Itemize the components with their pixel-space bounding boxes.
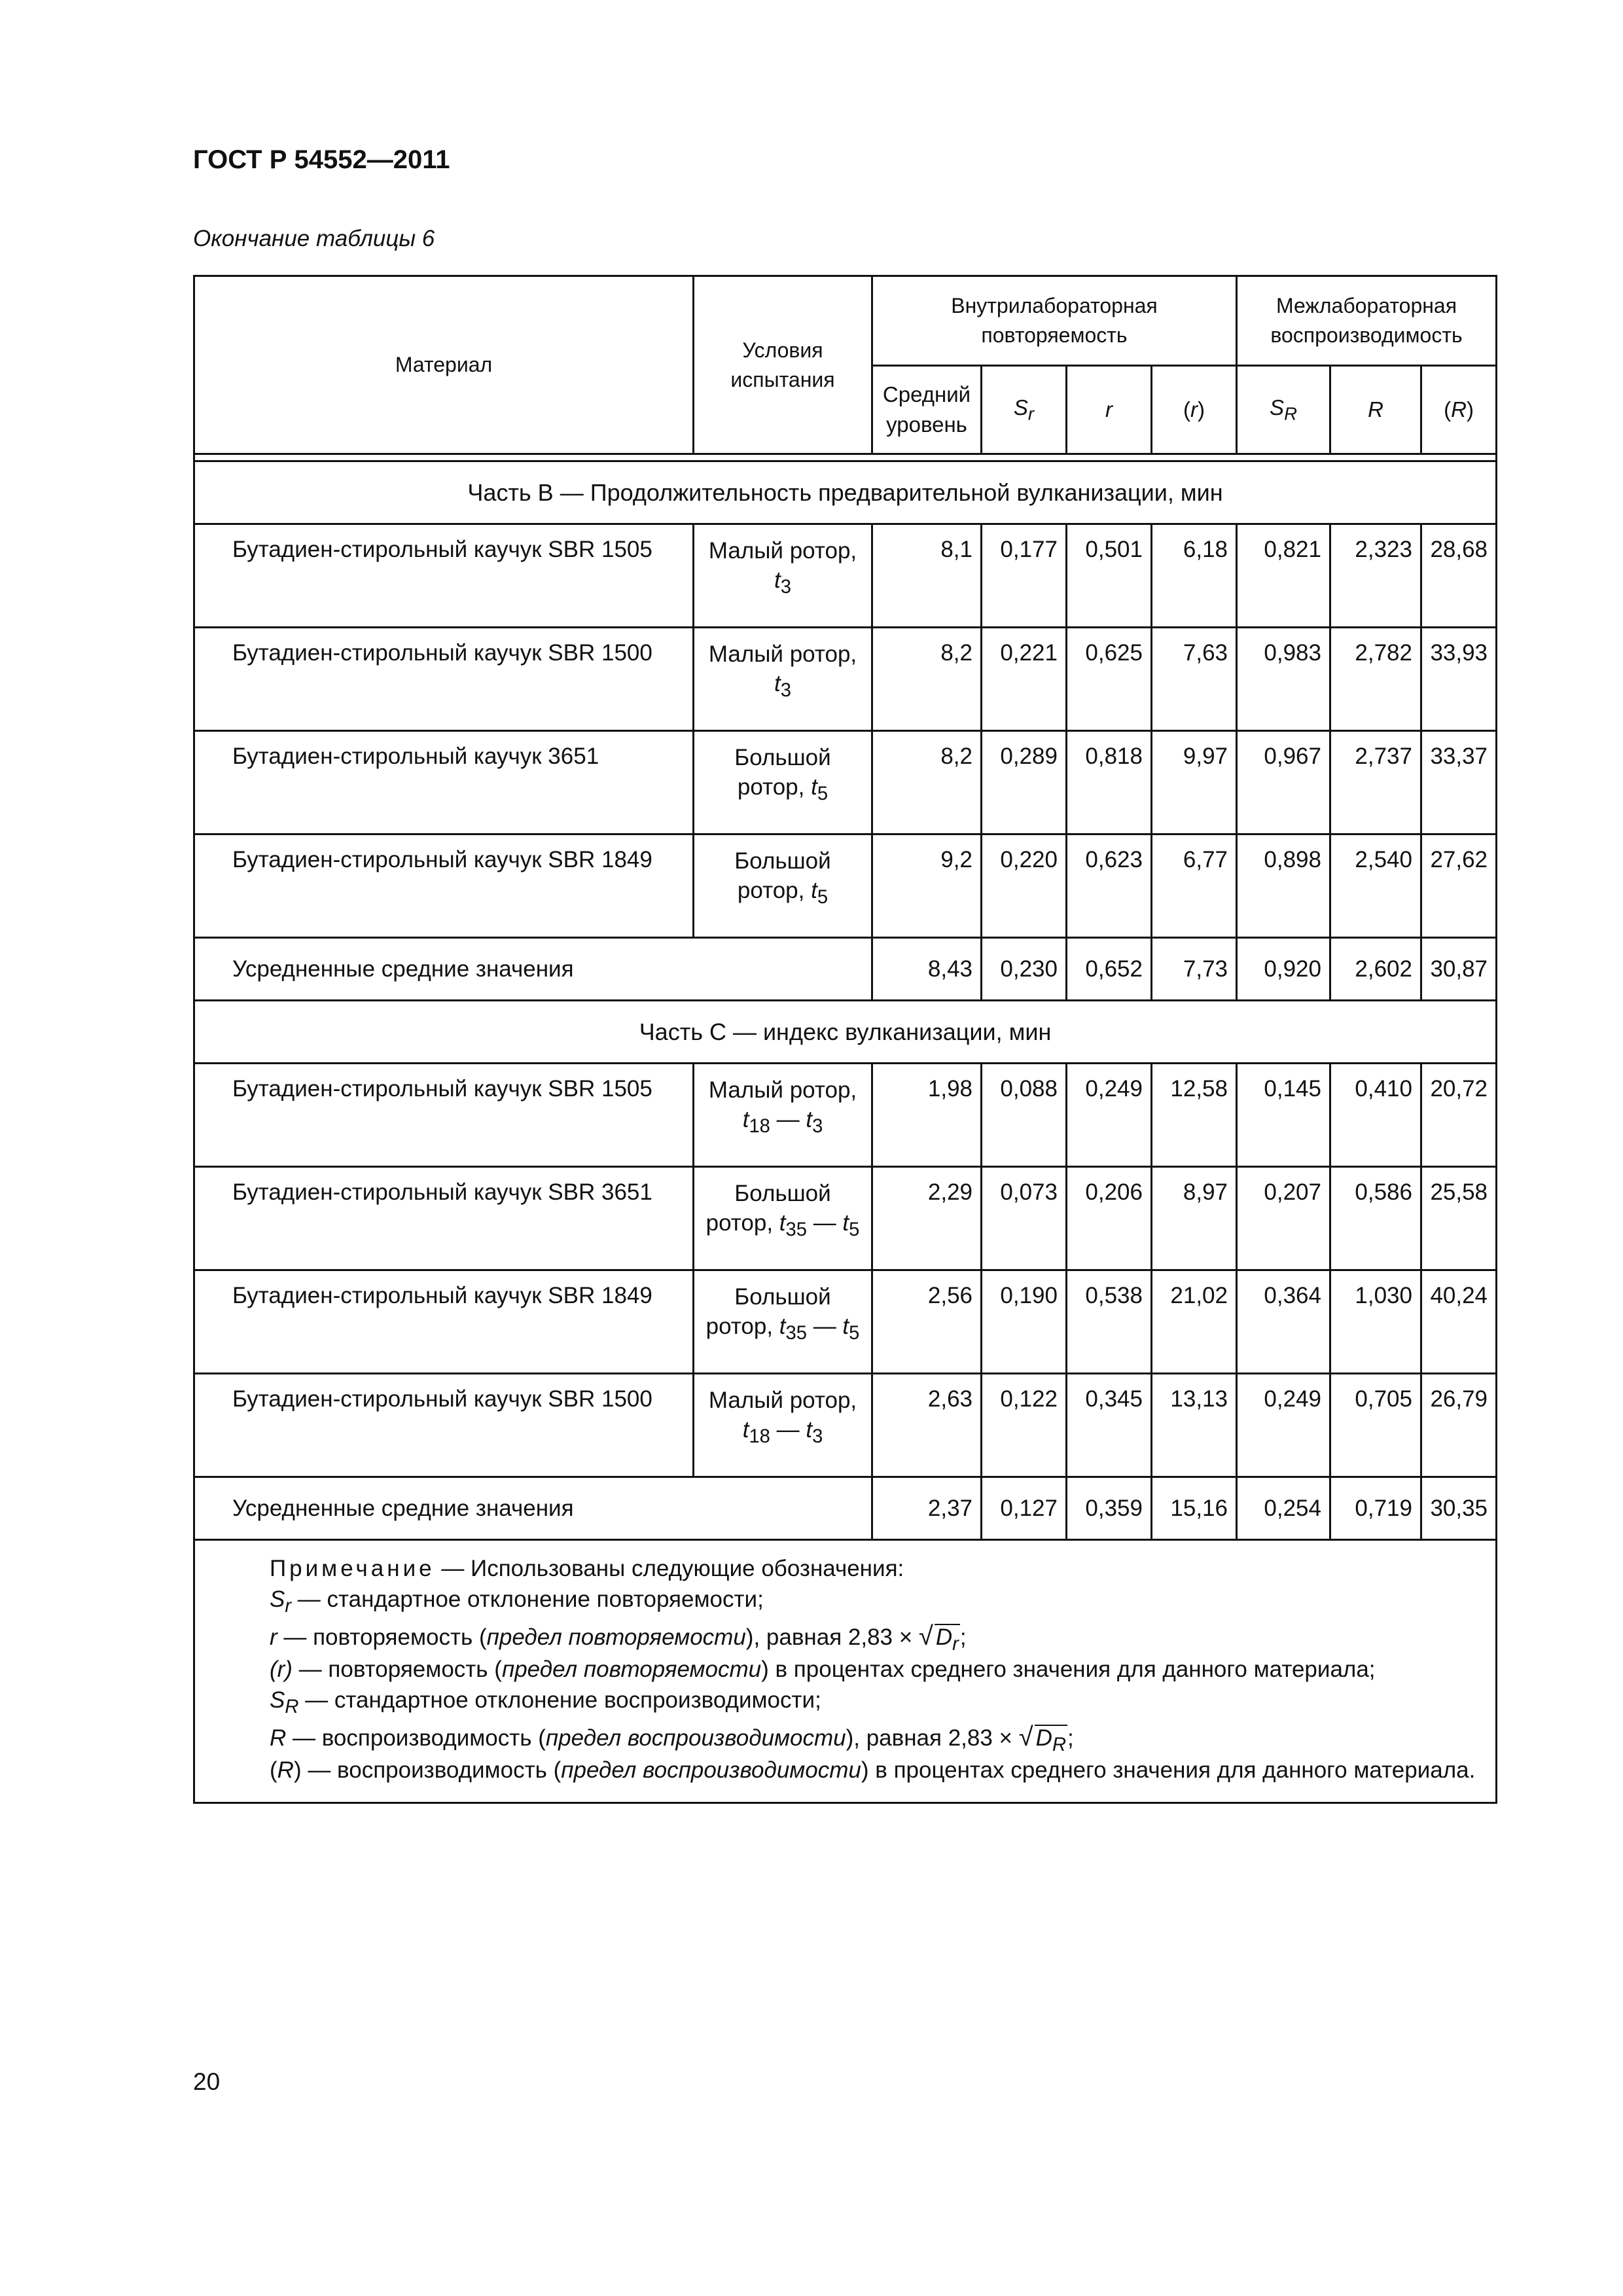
note-R: R — воспроизводимость (предел воспроизводимости), равная 2,83 × √ $D_R$; — [270, 1723, 1074, 1756]
cell-material: Бутадиен-стирольный каучук SBR 1849 — [194, 834, 694, 938]
col-header-R-pct: (R) — [1421, 366, 1497, 454]
cell-material: Бутадиен-стирольный каучук 3651 — [194, 731, 694, 834]
cell-value: 0,538 — [1067, 1270, 1152, 1374]
cell-value: 0,898 — [1237, 834, 1330, 938]
average-value: 30,87 — [1421, 938, 1497, 1001]
cell-value: 0,249 — [1067, 1064, 1152, 1167]
average-row — [194, 1477, 1497, 1540]
cell-conditions-main: Малый ротор, — [708, 1077, 857, 1103]
cell-conditions — [694, 1374, 872, 1477]
col-header-conditions: Условия испытания — [694, 276, 872, 454]
average-value: 8,43 — [872, 938, 982, 1001]
cell-value: 2,323 — [1330, 524, 1421, 628]
cell-value: 0,088 — [982, 1064, 1067, 1167]
cell-value: 12,58 — [1152, 1064, 1237, 1167]
cell-value: 20,72 — [1421, 1064, 1497, 1167]
note-r-pct: (r) — повторяемость (предел повторяемости) в процентах среднего значения для данного материала; — [270, 1657, 1376, 1683]
table-row — [194, 1270, 1497, 1374]
cell-value: 8,97 — [1152, 1167, 1237, 1270]
cell-value: 7,63 — [1152, 628, 1237, 731]
cell-conditions-sub: $t_3$ — [774, 670, 791, 701]
cell-value: 8,1 — [872, 524, 982, 628]
average-value: 2,602 — [1330, 938, 1421, 1001]
cell-conditions-main: Большой — [734, 745, 831, 770]
cell-value: 0,410 — [1330, 1064, 1421, 1167]
note-intro: Примечание — Использованы следующие обозначения: — [270, 1556, 904, 1581]
cell-value: 0,145 — [1237, 1064, 1330, 1167]
table-row — [194, 1064, 1497, 1167]
section-title-part-b: Часть В — Продолжительность предварительной вулканизации, мин — [194, 461, 1497, 524]
col-header-sr: $S_r$ — [982, 366, 1067, 454]
average-value: 2,37 — [872, 1477, 982, 1540]
average-value: 15,16 — [1152, 1477, 1237, 1540]
cell-conditions-main: Большой — [734, 1181, 831, 1206]
cell-value: 0,249 — [1237, 1374, 1330, 1477]
cell-conditions — [694, 524, 872, 628]
cell-value: 0,821 — [1237, 524, 1330, 628]
cell-conditions — [694, 1064, 872, 1167]
average-value: 30,35 — [1421, 1477, 1497, 1540]
cell-conditions-sub: ротор, $t_{35}$ — $t_5$ — [705, 1313, 860, 1344]
cell-value: 0,983 — [1237, 628, 1330, 731]
table-row — [194, 524, 1497, 628]
average-value: 7,73 — [1152, 938, 1237, 1001]
cell-value: 0,177 — [982, 524, 1067, 628]
col-header-r: r — [1067, 366, 1152, 454]
cell-conditions — [694, 731, 872, 834]
table-row — [194, 1374, 1497, 1477]
cell-conditions-sub: ротор, $t_5$ — [737, 877, 829, 908]
section-title-part-c: Часть С — индекс вулканизации, мин — [194, 1001, 1497, 1064]
average-value: 0,254 — [1237, 1477, 1330, 1540]
cell-material: Бутадиен-стирольный каучук SBR 1505 — [194, 524, 694, 628]
cell-value: 0,220 — [982, 834, 1067, 938]
average-row — [194, 938, 1497, 1001]
cell-value: 33,93 — [1421, 628, 1497, 731]
cell-value: 25,58 — [1421, 1167, 1497, 1270]
data-table — [193, 275, 1497, 1804]
table-caption: Окончание таблицы 6 — [193, 226, 435, 251]
cell-conditions — [694, 1167, 872, 1270]
col-header-mean-level: Средний уровень — [872, 366, 982, 454]
cell-value: 28,68 — [1421, 524, 1497, 628]
cell-value: 0,625 — [1067, 628, 1152, 731]
note-r: r — повторяемость (предел повторяемости), равная 2,83 × √ $D_r$; — [270, 1621, 967, 1655]
cell-material: Бутадиен-стирольный каучук SBR 3651 — [194, 1167, 694, 1270]
cell-value: 1,030 — [1330, 1270, 1421, 1374]
table-row — [194, 834, 1497, 938]
cell-value: 27,62 — [1421, 834, 1497, 938]
cell-value: 0,207 — [1237, 1167, 1330, 1270]
cell-material: Бутадиен-стирольный каучук SBR 1849 — [194, 1270, 694, 1374]
cell-value: 0,206 — [1067, 1167, 1152, 1270]
col-header-reproducibility: Межлабораторная воспроизводимость — [1237, 276, 1497, 366]
note-sr: $S_r$ — стандартное отклонение повторяемости; — [270, 1586, 764, 1617]
cell-value: 8,2 — [872, 731, 982, 834]
average-value: 0,127 — [982, 1477, 1067, 1540]
average-label: Усредненные средние значения — [194, 938, 872, 1001]
average-value: 0,230 — [982, 938, 1067, 1001]
cell-value: 9,97 — [1152, 731, 1237, 834]
cell-value: 2,56 — [872, 1270, 982, 1374]
cell-value: 0,289 — [982, 731, 1067, 834]
cell-value: 0,818 — [1067, 731, 1152, 834]
cell-conditions-main: Малый ротор, — [708, 538, 857, 564]
cell-value: 2,737 — [1330, 731, 1421, 834]
cell-value: 9,2 — [872, 834, 982, 938]
col-header-R: R — [1330, 366, 1421, 454]
cell-value: 0,623 — [1067, 834, 1152, 938]
cell-value: 2,782 — [1330, 628, 1421, 731]
cell-value: 2,63 — [872, 1374, 982, 1477]
note-R-pct: (R) — воспроизводимость (предел воспроизводимости) в процентах среднего значения для данного материала. — [270, 1757, 1476, 1784]
average-value: 0,920 — [1237, 938, 1330, 1001]
cell-conditions-main: Большой — [734, 1284, 831, 1310]
cell-value: 26,79 — [1421, 1374, 1497, 1477]
cell-value: 40,24 — [1421, 1270, 1497, 1374]
cell-value: 0,190 — [982, 1270, 1067, 1374]
cell-value: 2,540 — [1330, 834, 1421, 938]
col-header-r-pct: (r) — [1152, 366, 1237, 454]
table-row — [194, 1167, 1497, 1270]
cell-value: 2,29 — [872, 1167, 982, 1270]
cell-value: 8,2 — [872, 628, 982, 731]
cell-value: 1,98 — [872, 1064, 982, 1167]
cell-material: Бутадиен-стирольный каучук SBR 1500 — [194, 1374, 694, 1477]
cell-value: 0,501 — [1067, 524, 1152, 628]
note-heading: Примечание — [270, 1556, 435, 1581]
note-sR: $S_R$ — стандартное отклонение воспроизводимости; — [270, 1687, 821, 1717]
cell-value: 0,586 — [1330, 1167, 1421, 1270]
cell-conditions-sub: $t_3$ — [774, 567, 791, 598]
cell-conditions-sub: ротор, $t_{35}$ — $t_5$ — [705, 1210, 860, 1240]
col-header-repeatability: Внутрилабораторная повторяемость — [872, 276, 1237, 366]
cell-conditions — [694, 1270, 872, 1374]
cell-value: 6,18 — [1152, 524, 1237, 628]
cell-material: Бутадиен-стирольный каучук SBR 1505 — [194, 1064, 694, 1167]
cell-material: Бутадиен-стирольный каучук SBR 1500 — [194, 628, 694, 731]
average-value: 0,359 — [1067, 1477, 1152, 1540]
cell-value: 0,967 — [1237, 731, 1330, 834]
table-note — [194, 1540, 1497, 1803]
average-value: 0,652 — [1067, 938, 1152, 1001]
cell-conditions-main: Большой — [734, 848, 831, 874]
cell-value: 6,77 — [1152, 834, 1237, 938]
header-separator — [194, 454, 1497, 461]
cell-value: 13,13 — [1152, 1374, 1237, 1477]
cell-value: 21,02 — [1152, 1270, 1237, 1374]
col-header-sR: $S_R$ — [1237, 366, 1330, 454]
cell-value: 33,37 — [1421, 731, 1497, 834]
cell-value: 0,122 — [982, 1374, 1067, 1477]
average-label: Усредненные средние значения — [194, 1477, 872, 1540]
cell-conditions-main: Малый ротор, — [708, 1388, 857, 1413]
page-number: 20 — [193, 2068, 221, 2095]
col-header-material: Материал — [194, 276, 694, 454]
cell-conditions — [694, 834, 872, 938]
cell-conditions — [694, 628, 872, 731]
cell-value: 0,073 — [982, 1167, 1067, 1270]
document-header: ГОСТ Р 54552—2011 — [193, 145, 450, 174]
average-value: 0,719 — [1330, 1477, 1421, 1540]
cell-conditions-sub: $t_{18}$ — $t_3$ — [742, 1416, 823, 1447]
table-row — [194, 731, 1497, 834]
cell-conditions-main: Малый ротор, — [708, 641, 857, 667]
cell-value: 0,364 — [1237, 1270, 1330, 1374]
cell-conditions-sub: ротор, $t_5$ — [737, 774, 829, 804]
cell-value: 0,221 — [982, 628, 1067, 731]
cell-conditions-sub: $t_{18}$ — $t_3$ — [742, 1106, 823, 1137]
table-row — [194, 628, 1497, 731]
cell-value: 0,345 — [1067, 1374, 1152, 1477]
cell-value: 0,705 — [1330, 1374, 1421, 1477]
